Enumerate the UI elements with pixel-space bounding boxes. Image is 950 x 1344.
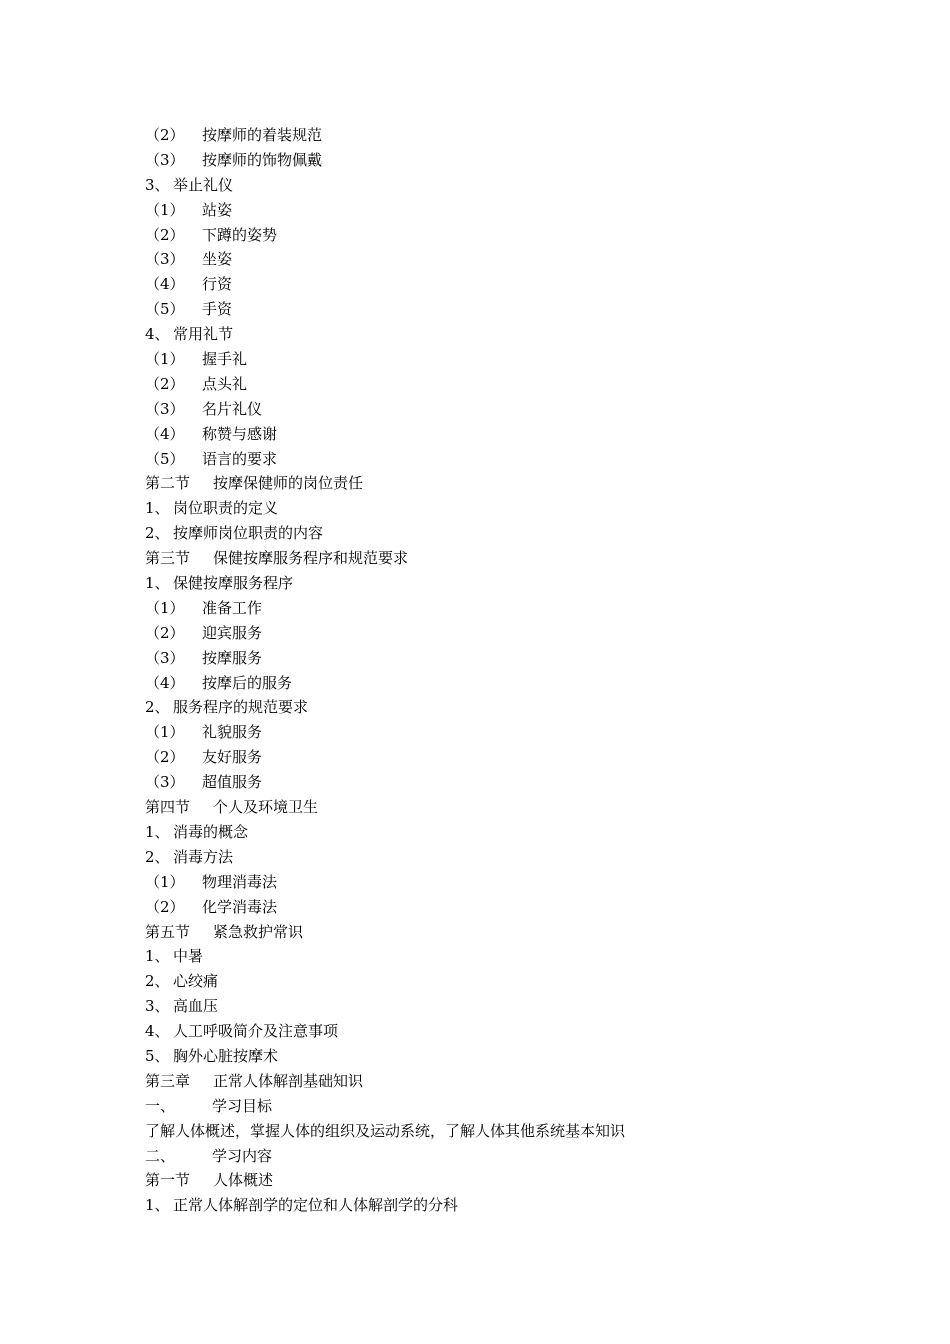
section-heading: [145, 1168, 845, 1193]
line-text: 胸外心脏按摩术: [173, 1046, 279, 1065]
line-text: 保健按摩服务程序: [173, 574, 294, 593]
line-number: （2）: [145, 623, 185, 642]
line-number: （1）: [145, 350, 185, 369]
line-number: 1、: [145, 499, 170, 518]
line-text: 举止礼仪: [173, 175, 234, 194]
list-item: [145, 870, 845, 895]
line-number: （3）: [145, 150, 185, 169]
line-number: 2、: [145, 698, 170, 717]
line-text: 手资: [202, 300, 233, 319]
part-title: 学习内容: [212, 1146, 273, 1165]
line-text: 点头礼: [202, 374, 248, 393]
line-number: 3、: [145, 997, 170, 1016]
list-item: [145, 646, 845, 671]
line-text: 消毒方法: [173, 847, 234, 866]
part-title: 学习目标: [212, 1096, 273, 1115]
line-text: 下蹲的姿势: [202, 225, 278, 244]
line-text: 站姿: [202, 200, 233, 219]
section-heading: [145, 546, 845, 571]
list-item: [145, 596, 845, 621]
line-number: 2、: [145, 972, 170, 991]
list-item: [145, 770, 845, 795]
list-item: [145, 944, 845, 969]
line-text: 高血压: [173, 997, 219, 1016]
list-item: [145, 621, 845, 646]
line-number: （4）: [145, 424, 185, 443]
line-number: （2）: [145, 374, 185, 393]
line-text: 按摩服务: [202, 648, 263, 667]
line-number: 1、: [145, 574, 170, 593]
line-number: （3）: [145, 250, 185, 269]
section-number: 第一节: [145, 1171, 191, 1190]
line-text: 按摩师的饰物佩戴: [202, 150, 323, 169]
section-title: 个人及环境卫生: [213, 798, 319, 817]
list-item: [145, 1019, 845, 1044]
line-text: 友好服务: [202, 748, 263, 767]
line-text: 握手礼: [202, 350, 248, 369]
line-number: （1）: [145, 723, 185, 742]
line-number: 5、: [145, 1046, 170, 1065]
line-number: 1、: [145, 822, 170, 841]
list-item: [145, 969, 845, 994]
line-text: 化学消毒法: [202, 897, 278, 916]
list-item: [145, 347, 845, 372]
line-number: 2、: [145, 847, 170, 866]
list-item: [145, 272, 845, 297]
section-number: 第二节: [145, 474, 191, 493]
line-number: （3）: [145, 773, 185, 792]
section-title: 保健按摩服务程序和规范要求: [213, 549, 409, 568]
section-title: 紧急救护常识: [213, 922, 304, 941]
line-text: 心绞痛: [173, 972, 219, 991]
line-number: 3、: [145, 175, 170, 194]
line-text: 正常人体解剖学的定位和人体解剖学的分科: [173, 1196, 459, 1215]
line-text: 超值服务: [202, 773, 263, 792]
line-number: （2）: [145, 897, 185, 916]
line-number: （3）: [145, 399, 185, 418]
line-number: （2）: [145, 748, 185, 767]
line-number: （2）: [145, 225, 185, 244]
list-item: [145, 845, 845, 870]
line-number: （3）: [145, 648, 185, 667]
list-item: [145, 994, 845, 1019]
line-text: 按摩师岗位职责的内容: [173, 524, 324, 543]
list-item: [145, 720, 845, 745]
line-number: （5）: [145, 449, 185, 468]
list-item: [145, 820, 845, 845]
part-heading: [145, 1144, 845, 1169]
list-item: [145, 496, 845, 521]
line-text: 名片礼仪: [202, 399, 263, 418]
list-item: [145, 148, 845, 173]
line-text: 中暑: [173, 947, 204, 966]
list-item: [145, 372, 845, 397]
list-item: [145, 1044, 845, 1069]
chapter-number: 第三章: [145, 1071, 191, 1090]
line-text: 礼貌服务: [202, 723, 263, 742]
line-text: 按摩后的服务: [202, 673, 293, 692]
section-heading: [145, 795, 845, 820]
line-number: （4）: [145, 275, 185, 294]
part-heading: [145, 1094, 845, 1119]
list-item: [145, 745, 845, 770]
list-item: [145, 173, 845, 198]
line-number: 4、: [145, 325, 170, 344]
line-number: （1）: [145, 598, 185, 617]
line-number: （2）: [145, 126, 185, 144]
section-heading: [145, 920, 845, 945]
section-title: 人体概述: [213, 1171, 274, 1190]
list-item: [145, 397, 845, 422]
line-number: 2、: [145, 524, 170, 543]
list-item: [145, 521, 845, 546]
line-text: 坐姿: [202, 250, 233, 269]
list-item: [145, 322, 845, 347]
section-heading: [145, 471, 845, 496]
list-item: [145, 422, 845, 447]
paragraph-text: 了解人体概述，掌握人体的组织及运动系统，了解人体其他系统基本知识: [145, 1121, 626, 1140]
line-number: （5）: [145, 300, 185, 319]
list-item: [145, 198, 845, 223]
line-text: 迎宾服务: [202, 623, 263, 642]
list-item: [145, 297, 845, 322]
part-number: 二、: [145, 1146, 176, 1165]
line-text: 物理消毒法: [202, 872, 278, 891]
section-number: 第四节: [145, 798, 191, 817]
section-title: 按摩保健师的岗位责任: [213, 474, 364, 493]
line-text: 行资: [202, 275, 233, 294]
list-item: [145, 247, 845, 272]
list-item: [145, 1193, 845, 1218]
list-item: [145, 223, 845, 248]
line-number: 1、: [145, 1196, 170, 1215]
line-text: 消毒的概念: [173, 822, 249, 841]
chapter-title: 正常人体解剖基础知识: [213, 1071, 364, 1090]
list-item: [145, 895, 845, 920]
document-body: [145, 123, 845, 1218]
list-item: [145, 671, 845, 696]
chapter-heading: [145, 1069, 845, 1094]
line-text: 称赞与感谢: [202, 424, 278, 443]
line-number: （4）: [145, 673, 185, 692]
line-text: 服务程序的规范要求: [173, 698, 309, 717]
paragraph: [145, 1119, 845, 1144]
line-text: 常用礼节: [173, 325, 234, 344]
line-number: 1、: [145, 947, 170, 966]
line-number: 4、: [145, 1022, 170, 1041]
line-text: 语言的要求: [202, 449, 278, 468]
section-number: 第五节: [145, 922, 191, 941]
line-text: 按摩师的着装规范: [202, 126, 323, 144]
list-item: [145, 123, 845, 148]
line-text: 准备工作: [202, 598, 263, 617]
line-number: （1）: [145, 872, 185, 891]
part-number: 一、: [145, 1096, 176, 1115]
section-number: 第三节: [145, 549, 191, 568]
line-text: 岗位职责的定义: [173, 499, 279, 518]
list-item: [145, 571, 845, 596]
line-number: （1）: [145, 200, 185, 219]
list-item: [145, 695, 845, 720]
list-item: [145, 447, 845, 472]
line-text: 人工呼吸简介及注意事项: [173, 1022, 339, 1041]
